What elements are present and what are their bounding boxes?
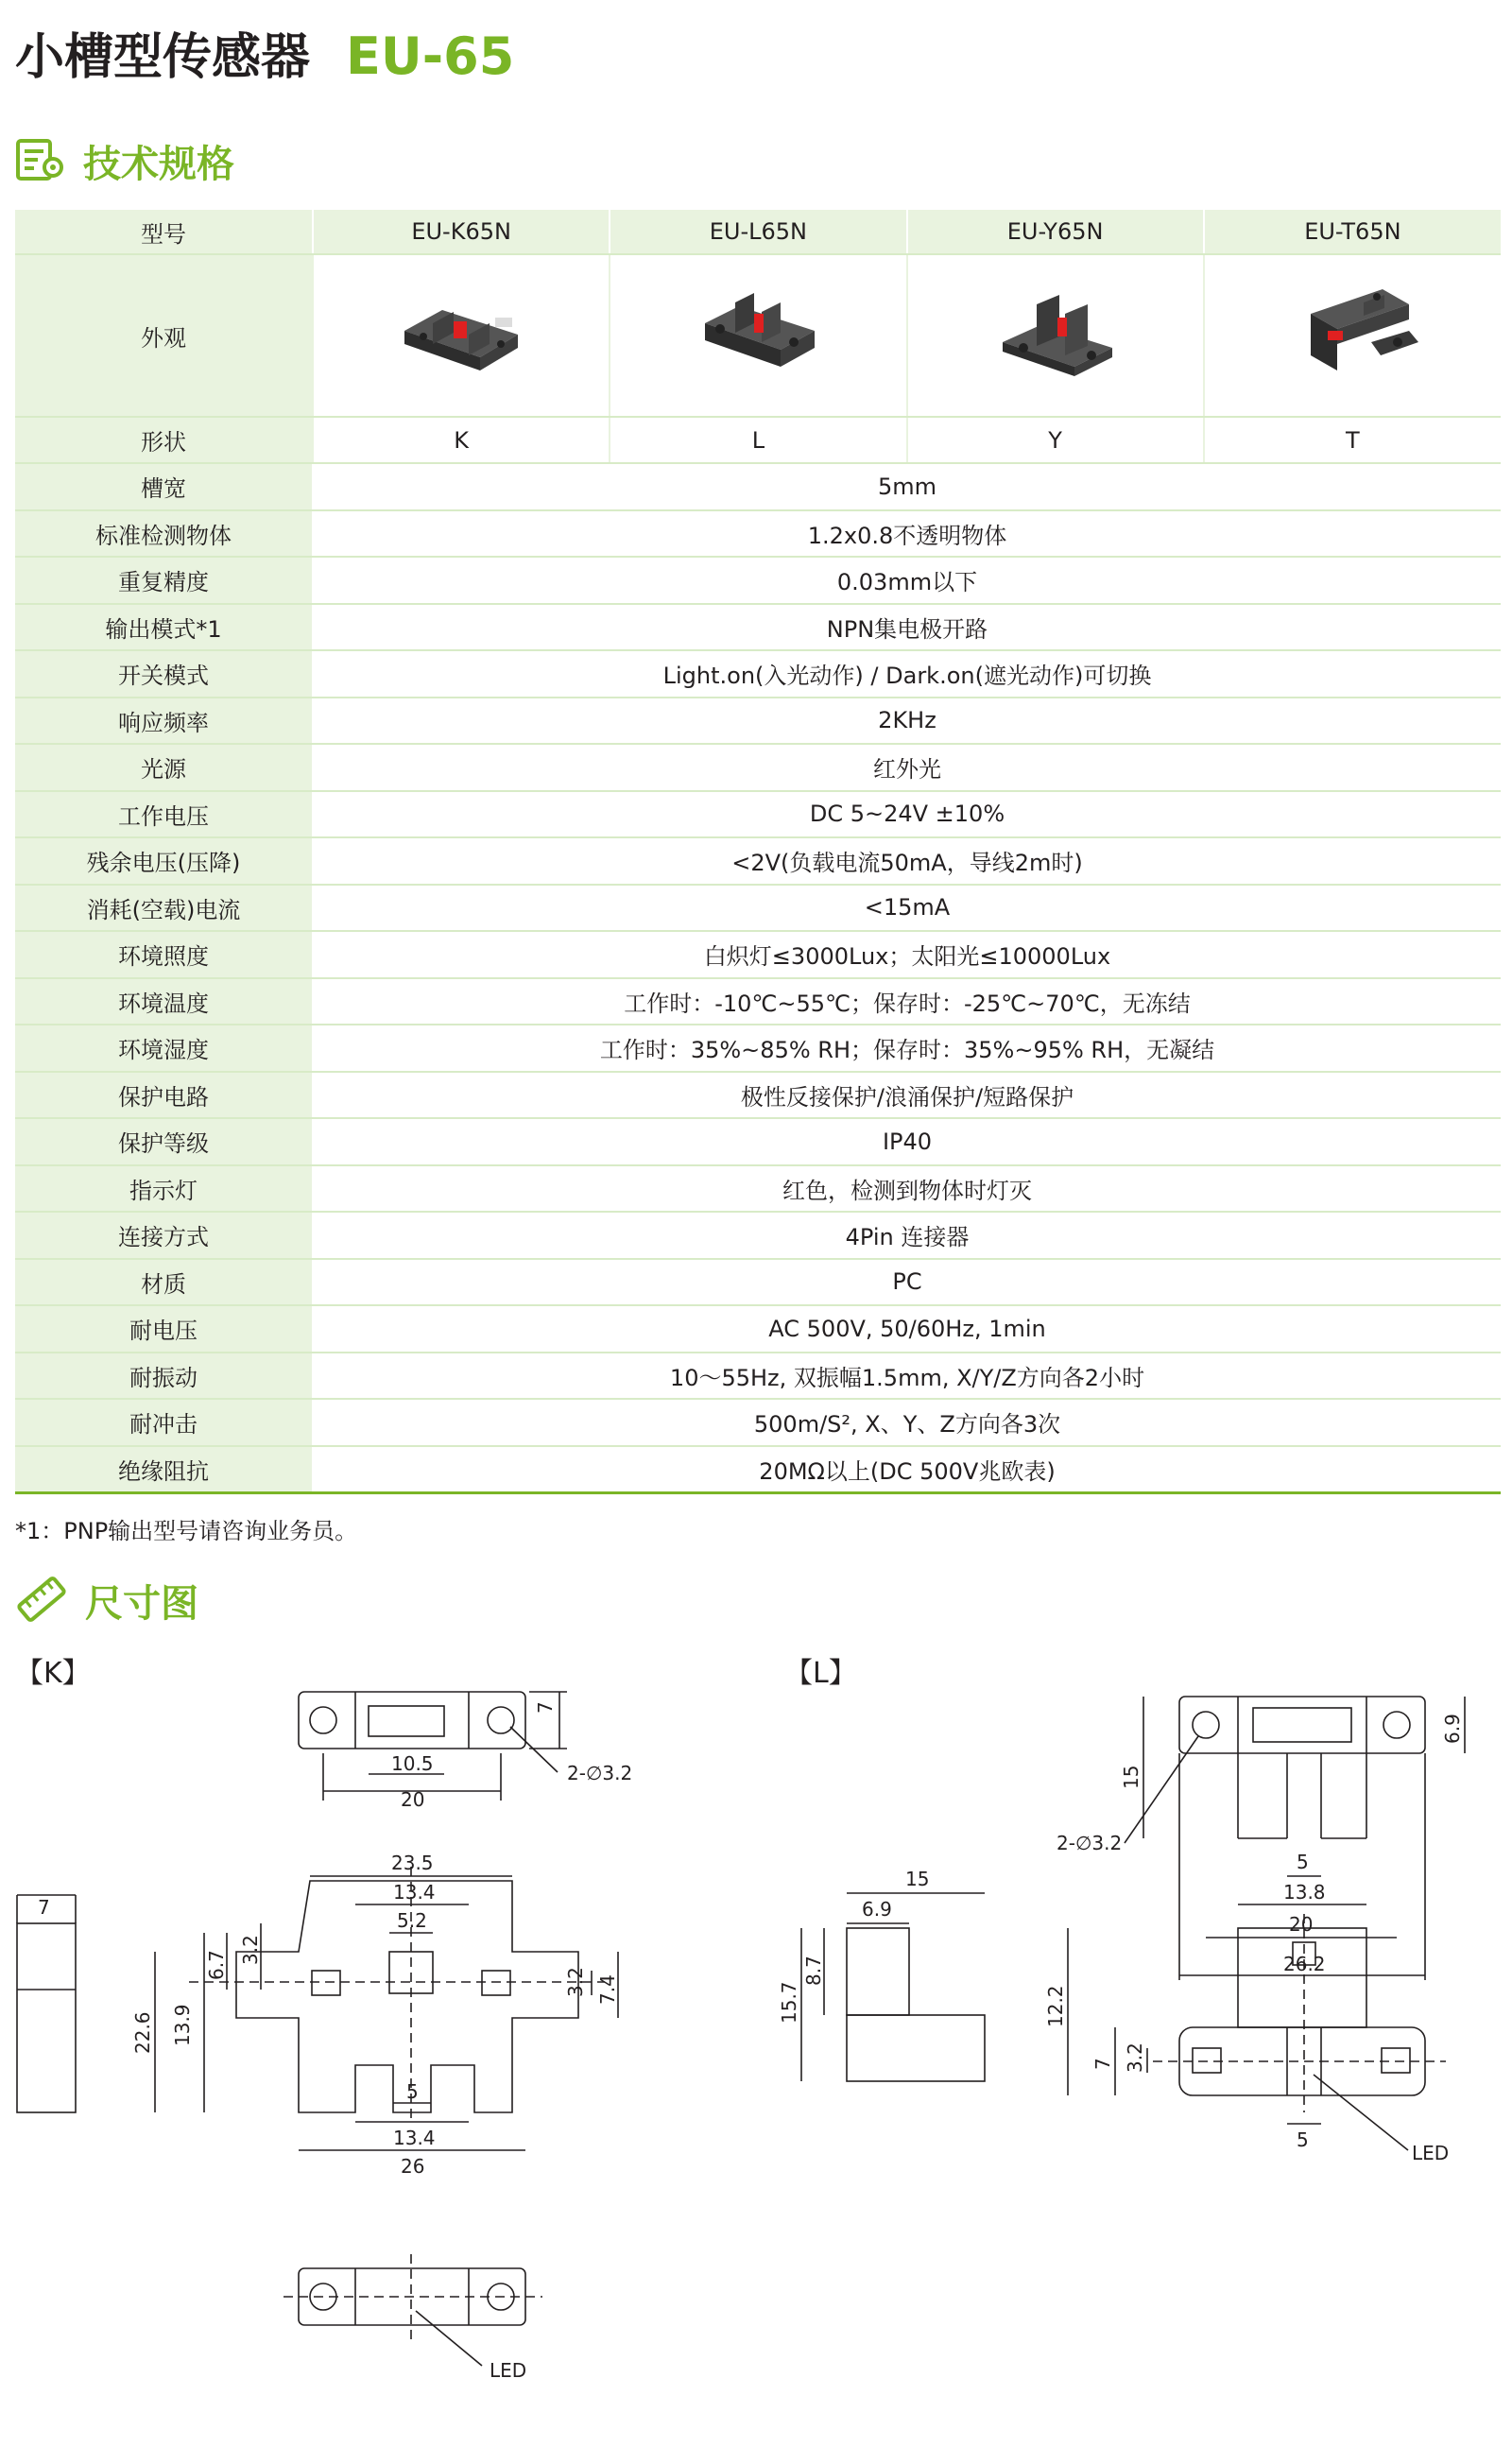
spec-section-header	[15, 134, 234, 188]
spec-label: 指示灯	[15, 1165, 313, 1213]
spec-value: IP40	[313, 1118, 1501, 1165]
dim-section-title: 尺寸图	[85, 1582, 198, 1626]
dimension-drawings	[0, 1649, 1512, 2396]
shape-cell: T	[1204, 417, 1501, 463]
shape-label: 形状	[15, 417, 313, 463]
spec-section-title: 技术规格	[83, 143, 234, 186]
dim-l-13-8: 13.8	[1283, 1881, 1326, 1904]
appearance-label: 外观	[15, 254, 313, 417]
spec-value: PC	[313, 1259, 1501, 1306]
spec-label: 环境温度	[15, 978, 313, 1025]
spec-row	[15, 1212, 1501, 1259]
dim-l-led: LED	[1412, 2142, 1450, 2164]
spec-row	[15, 1399, 1501, 1446]
spec-value: 工作时：35%~85% RH；保存时：35%~95% RH，无凝结	[313, 1025, 1501, 1072]
dim-k-13-4-bottom: 13.4	[393, 2127, 436, 2149]
spec-label: 工作电压	[15, 791, 313, 838]
spec-row	[15, 837, 1501, 885]
spec-row	[15, 791, 1501, 838]
shape-row	[15, 417, 1501, 463]
model-cell: EU-Y65N	[907, 210, 1204, 254]
spec-label: 保护等级	[15, 1118, 313, 1165]
dim-k-23-5: 23.5	[391, 1852, 434, 1874]
k-top-body	[299, 1692, 525, 1749]
spec-value: 0.03mm以下	[313, 557, 1501, 604]
spec-label: 耐冲击	[15, 1399, 313, 1446]
dim-k-13-4-top: 13.4	[393, 1881, 436, 1904]
spec-value: <15mA	[313, 885, 1501, 932]
dim-l-20: 20	[1289, 1913, 1314, 1936]
dim-k-5: 5	[406, 2080, 419, 2103]
page-title	[15, 17, 514, 93]
dim-k-6-7: 6.7	[205, 1950, 228, 1980]
spec-row	[15, 1446, 1501, 1493]
spec-value: 极性反接保护/浪涌保护/短路保护	[313, 1072, 1501, 1119]
product-photo-k	[313, 254, 610, 417]
spec-label: 开关模式	[15, 650, 313, 698]
model-cell: EU-L65N	[610, 210, 906, 254]
spec-value: DC 5~24V ±10%	[313, 791, 1501, 838]
spec-row	[15, 510, 1501, 558]
spec-label: 消耗(空载)电流	[15, 885, 313, 932]
dim-l-holes: 2-∅3.2	[1057, 1832, 1123, 1854]
dim-l-7: 7	[1091, 2058, 1114, 2070]
product-photo-t	[1204, 254, 1501, 417]
dim-l-3-2: 3.2	[1124, 2042, 1146, 2073]
spec-label: 响应频率	[15, 698, 313, 745]
dim-l-26-2: 26.2	[1283, 1953, 1326, 1975]
dim-k-7-4: 7.4	[596, 1974, 619, 2005]
fig-label-k: 【K】	[15, 1657, 91, 1690]
spec-label: 耐电压	[15, 1305, 313, 1353]
k-side-body	[17, 1923, 76, 2112]
spec-row	[15, 885, 1501, 932]
product-photo-y	[907, 254, 1204, 417]
shape-cell: L	[610, 417, 906, 463]
spec-label: 环境照度	[15, 931, 313, 978]
dim-l-5: 5	[1297, 1851, 1309, 1873]
spec-row	[15, 978, 1501, 1025]
spec-label: 保护电路	[15, 1072, 313, 1119]
appearance-row	[15, 254, 1501, 417]
spec-row	[15, 604, 1501, 651]
dim-k-top-height: 7	[534, 1701, 557, 1714]
spec-value: 5mm	[313, 463, 1501, 510]
dim-k-side-7: 7	[38, 1896, 50, 1919]
dim-k-5-2: 5.2	[397, 1909, 427, 1932]
spec-table	[15, 210, 1501, 1494]
dim-l-side-15: 15	[905, 1868, 930, 1890]
spec-value: 1.2x0.8不透明物体	[313, 510, 1501, 558]
dim-k-26: 26	[401, 2155, 425, 2178]
footnote: *1：PNP输出型号请咨询业务员。	[15, 1518, 358, 1544]
spec-value: 2KHz	[313, 698, 1501, 745]
spec-label: 输出模式*1	[15, 604, 313, 651]
dim-k-20: 20	[401, 1788, 425, 1811]
spec-row	[15, 1118, 1501, 1165]
dim-l-15-7: 15.7	[778, 1981, 800, 2024]
spec-value: 10～55Hz, 双振幅1.5mm, X/Y/Z方向各2小时	[313, 1353, 1501, 1400]
spec-value: Light.on(入光动作) / Dark.on(遮光动作)可切换	[313, 650, 1501, 698]
product-photo-l	[610, 254, 906, 417]
dim-k-13-9: 13.9	[171, 2004, 194, 2046]
title-cn: 小槽型传感器	[15, 29, 311, 86]
k-mount-hole	[488, 1707, 514, 1733]
spec-value: NPN集电极开路	[313, 604, 1501, 651]
dim-k-10-5: 10.5	[391, 1752, 434, 1775]
k-mount-hole	[310, 1707, 336, 1733]
dim-k-3-2-right: 3.2	[564, 1967, 587, 1997]
spec-row	[15, 650, 1501, 698]
spec-row	[15, 931, 1501, 978]
spec-value: 4Pin 连接器	[313, 1212, 1501, 1259]
shape-cell: Y	[907, 417, 1204, 463]
model-cell: EU-T65N	[1204, 210, 1501, 254]
dim-l-12-2: 12.2	[1044, 1985, 1067, 2027]
dim-k-led: LED	[490, 2359, 527, 2382]
spec-value: 工作时：-10℃~55℃；保存时：-25℃~70℃，无冻结	[313, 978, 1501, 1025]
spec-row	[15, 1072, 1501, 1119]
spec-value: 500m/S², X、Y、Z方向各3次	[313, 1399, 1501, 1446]
shape-cell: K	[313, 417, 610, 463]
spec-row	[15, 1259, 1501, 1306]
spec-row	[15, 557, 1501, 604]
dim-l-6-9-top: 6.9	[1441, 1714, 1464, 1744]
spec-row	[15, 1305, 1501, 1353]
spec-row	[15, 1353, 1501, 1400]
dim-l-side-6-9: 6.9	[862, 1898, 892, 1921]
spec-sheet-icon	[15, 138, 66, 185]
spec-value: 白炽灯≤3000Lux；太阳光≤10000Lux	[313, 931, 1501, 978]
spec-label: 槽宽	[15, 463, 313, 510]
spec-label: 重复精度	[15, 557, 313, 604]
spec-label: 光源	[15, 744, 313, 791]
spec-label: 连接方式	[15, 1212, 313, 1259]
dim-k-3-2-left: 3.2	[239, 1935, 262, 1965]
dim-k-22-6: 22.6	[131, 2011, 154, 2054]
spec-label: 绝缘阻抗	[15, 1446, 313, 1493]
fig-label-l: 【L】	[784, 1657, 857, 1690]
model-cell: EU-K65N	[313, 210, 610, 254]
l-top-body	[1179, 1697, 1425, 1753]
spec-label: 标准检测物体	[15, 510, 313, 558]
dim-l-15-top: 15	[1120, 1765, 1143, 1789]
spec-value: 红外光	[313, 744, 1501, 791]
spec-value: 红色，检测到物体时灯灭	[313, 1165, 1501, 1213]
spec-label: 残余电压(压降)	[15, 837, 313, 885]
ruler-icon	[15, 1575, 68, 1628]
dim-l-5-bottom: 5	[1297, 2128, 1309, 2151]
model-row	[15, 210, 1501, 254]
model-label: 型号	[15, 210, 313, 254]
title-model: EU-65	[346, 26, 515, 86]
spec-row	[15, 463, 1501, 510]
spec-row	[15, 744, 1501, 791]
dim-section-header	[15, 1574, 198, 1628]
spec-row	[15, 1025, 1501, 1072]
spec-row	[15, 1165, 1501, 1213]
spec-row	[15, 698, 1501, 745]
dim-k-holes: 2-∅3.2	[567, 1762, 633, 1784]
dim-l-8-7: 8.7	[802, 1956, 825, 1986]
spec-value: <2V(负载电流50mA，导线2m时)	[313, 837, 1501, 885]
spec-value: 20MΩ以上(DC 500V兆欧表)	[313, 1446, 1501, 1493]
spec-label: 环境湿度	[15, 1025, 313, 1072]
spec-label: 材质	[15, 1259, 313, 1306]
spec-label: 耐振动	[15, 1353, 313, 1400]
l-side-body	[847, 1928, 909, 2015]
spec-value: AC 500V, 50/60Hz, 1min	[313, 1305, 1501, 1353]
